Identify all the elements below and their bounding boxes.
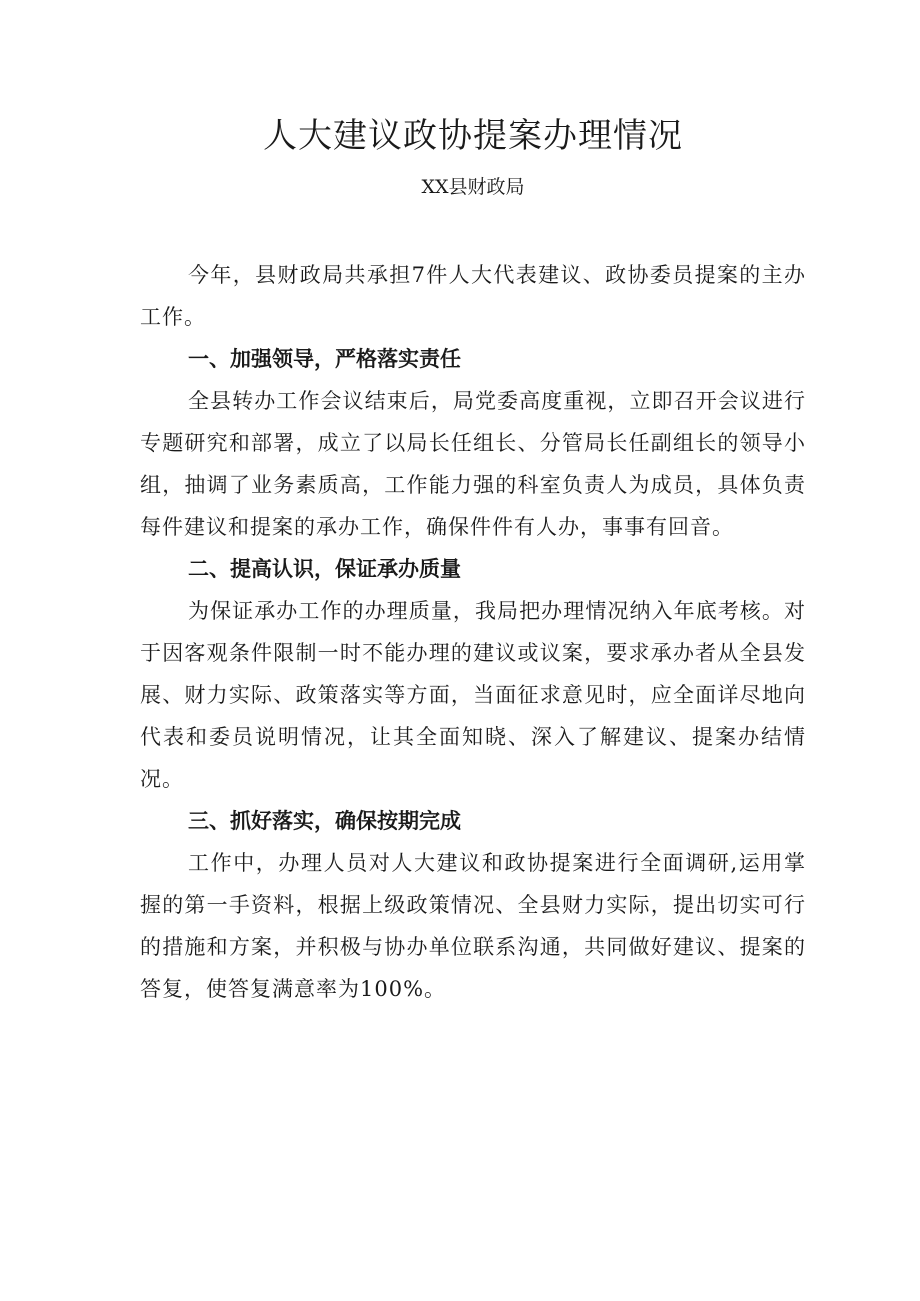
document-page — [140, 112, 806, 1010]
section-heading-2: 二、提高认识，保证承办质量 — [188, 557, 461, 581]
section-body-2: 为保证承办工作的办理质量，我局把办理情况纳入年底考核。对于因客观条件限制一时不能办理的建议或议案，要求承办者从全县发展、财力实际、政策落实等方面，当面征求意见时，应全面详尽地向代表和委员说明情况，让其全面知晓、深入了解建议、提案办结情况。 — [140, 599, 806, 791]
issuing-organization: XX县财政局 — [421, 176, 525, 198]
intro-paragraph: 今年，县财政局共承担7件人大代表建议、政协委员提案的主办工作。 — [140, 263, 806, 329]
section-body-1: 全县转办工作会议结束后，局党委高度重视，立即召开会议进行专题研究和部署，成立了以局长任组长、分管局长任副组长的领导小组，抽调了业务素质高，工作能力强的科室负责人为成员，具体负责每件建议和提案的承办工作，确保件件有人办，事事有回音。 — [140, 389, 806, 539]
section-body-3: 工作中，办理人员对人大建议和政协提案进行全面调研,运用掌握的第一手资料，根据上级政策情况、全县财力实际，提出切实可行的措施和方案，并积极与协办单位联系沟通，共同做好建议、提案的答复，使答复满意率为100%。 — [140, 851, 806, 1001]
document-title: 人大建议政协提案办理情况 — [263, 116, 683, 156]
section-heading-1: 一、加强领导，严格落实责任 — [188, 347, 461, 371]
section-heading-3: 三、抓好落实，确保按期完成 — [188, 809, 461, 833]
